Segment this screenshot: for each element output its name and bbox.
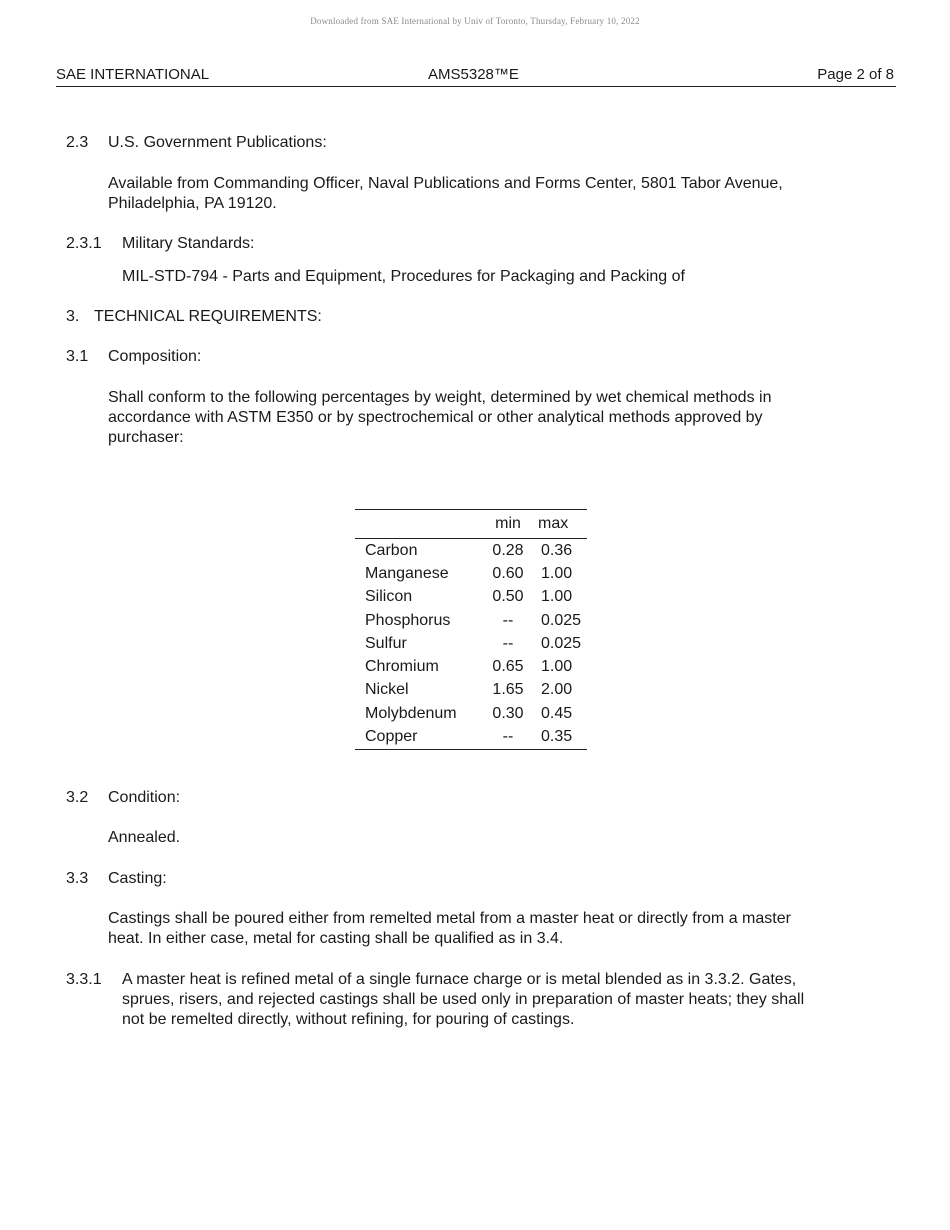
max-value: 1.00 (541, 564, 573, 582)
element-name: Nickel (365, 681, 409, 699)
element-name: Molybdenum (365, 704, 457, 722)
section-3-2-title: Condition: (108, 789, 181, 806)
header-max: max (538, 515, 569, 532)
min-value: 0.50 (492, 588, 524, 606)
text-line: purchaser: (108, 429, 184, 446)
text-line: Shall conform to the following percentages by weight, determined by wet chemical methods in (108, 389, 772, 406)
max-value: 0.35 (541, 728, 573, 746)
min-value: 1.65 (492, 681, 524, 699)
section-3-number: 3. (66, 308, 80, 325)
section-3-title: TECHNICAL REQUIREMENTS: (94, 308, 322, 325)
min-value: 0.30 (492, 704, 524, 722)
element-name: Sulfur (365, 634, 407, 652)
section-2-3-title: U.S. Government Publications: (108, 134, 327, 151)
min-value: 0.65 (492, 658, 524, 676)
table-row (355, 702, 587, 725)
max-value: 0.025 (541, 611, 582, 629)
text-line: A master heat is refined metal of a single furnace charge or is metal blended as in 3.3.2. Gates, (122, 971, 797, 988)
section-3-3-1-text (122, 970, 804, 1030)
element-name: Carbon (365, 541, 418, 559)
text-line: Available from Commanding Officer, Naval Publications and Forms Center, 5801 Tabor Avenue, (108, 175, 783, 192)
element-name: Copper (365, 728, 418, 746)
section-3-3-number: 3.3 (66, 870, 89, 887)
min-value: -- (502, 611, 514, 629)
min-value: -- (502, 728, 514, 746)
max-value: 2.00 (541, 681, 573, 699)
text-line: not be remelted directly, without refining, for pouring of castings. (122, 1011, 575, 1028)
section-3-2-number: 3.2 (66, 789, 89, 806)
download-watermark: Downloaded from SAE International by Univ of Toronto, Thursday, February 10, 2022 (310, 16, 640, 26)
element-name: Chromium (365, 658, 439, 676)
text-line: Philadelphia, PA 19120. (108, 195, 277, 212)
min-value: -- (502, 634, 514, 652)
max-value: 0.025 (541, 634, 582, 652)
table-row (355, 655, 587, 678)
text-line: Castings shall be poured either from remelted metal from a master heat or directly from a master (108, 910, 791, 927)
table-row (355, 539, 587, 563)
header-min: min (495, 515, 521, 532)
section-3-3-title: Casting: (108, 870, 167, 887)
table-row (355, 725, 587, 749)
table-row (355, 609, 587, 632)
max-value: 1.00 (541, 658, 573, 676)
section-2-3-1-number: 2.3.1 (66, 235, 102, 252)
max-value: 0.45 (541, 704, 573, 722)
section-3-1-title: Composition: (108, 348, 202, 365)
table-row (355, 562, 587, 585)
max-value: 0.36 (541, 541, 573, 559)
page-header (56, 66, 896, 87)
section-3-1-text (108, 388, 771, 448)
min-value: 0.60 (492, 564, 524, 582)
table-row (355, 586, 587, 609)
section-2-3-text (108, 174, 783, 214)
section-3-1-number: 3.1 (66, 348, 89, 365)
standard-item: MIL-STD-794 - Parts and Equipment, Procedures for Packaging and Packing of (122, 268, 685, 285)
text-line: accordance with ASTM E350 or by spectrochemical or other analytical methods approved by (108, 409, 763, 426)
max-value: 1.00 (541, 588, 573, 606)
table-row (355, 679, 587, 702)
element-name: Silicon (365, 588, 413, 606)
section-2-3-1-title: Military Standards: (122, 235, 255, 252)
table-row (355, 632, 587, 655)
min-value: 0.28 (492, 541, 524, 559)
table-header-row (355, 510, 587, 539)
section-3-3-text (108, 909, 791, 949)
text-line: heat. In either case, metal for casting shall be qualified as in 3.4. (108, 930, 564, 947)
section-3-2-text: Annealed. (108, 829, 181, 846)
header-org: SAE INTERNATIONAL (56, 66, 210, 83)
composition-table (355, 509, 587, 750)
element-name: Manganese (365, 564, 449, 582)
header-doc-id: AMS5328™E (428, 66, 519, 83)
header-page-number: Page 2 of 8 (817, 66, 894, 83)
header-element (355, 510, 482, 539)
section-3-3-1-number: 3.3.1 (66, 971, 102, 988)
element-name: Phosphorus (365, 611, 451, 629)
text-line: sprues, risers, and rejected castings shall be used only in preparation of master heats; they shall (122, 991, 805, 1008)
section-2-3-number: 2.3 (66, 134, 89, 151)
